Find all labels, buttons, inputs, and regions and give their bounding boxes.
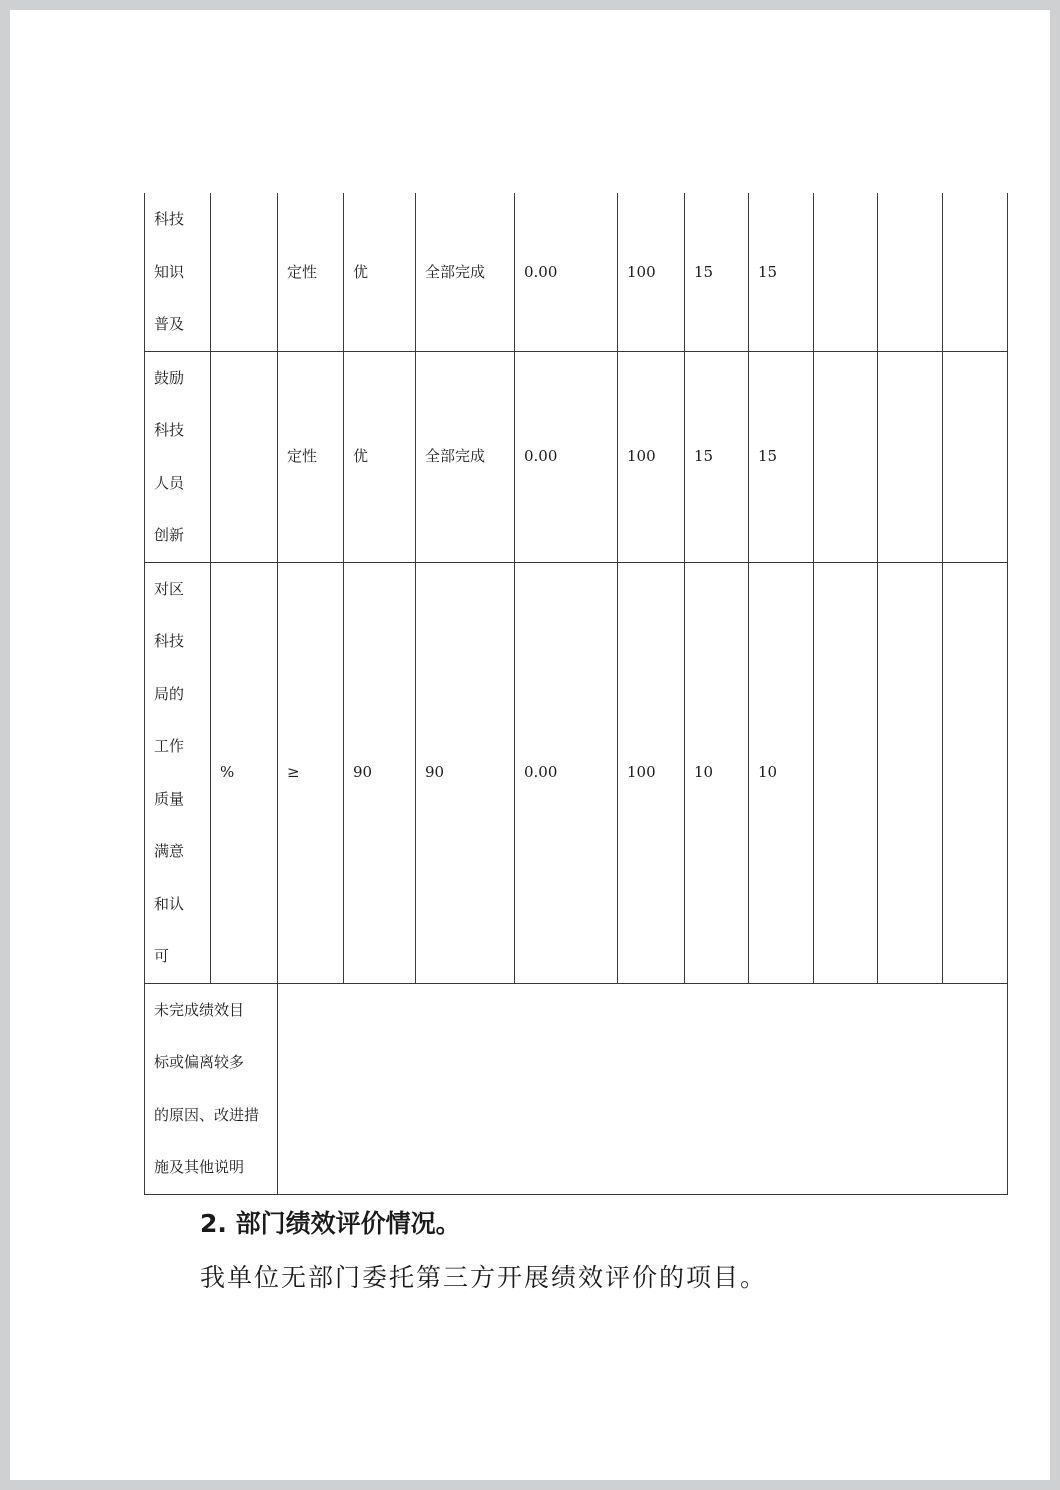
weight-cell: 15 (685, 351, 749, 562)
indicator-name-cell (145, 562, 211, 983)
indicator-type-cell: 定性 (278, 351, 344, 562)
indicator-name-line: 科技 (154, 210, 185, 228)
indicator-name-line: 局的 (154, 684, 185, 703)
indicator-name-line: 满意 (154, 842, 185, 860)
extra-cell-2 (878, 193, 943, 351)
table-row (145, 193, 1008, 351)
indicator-type-cell: 定性 (278, 193, 344, 351)
indicator-name-line: 普及 (154, 315, 185, 333)
target-value-cell: 优 (344, 351, 416, 562)
note-label-line: 的原因、改进措 (154, 1105, 260, 1124)
actual-value-cell: 全部完成 (416, 193, 515, 351)
score-cell: 10 (749, 562, 814, 983)
extra-cell-3 (943, 562, 1008, 983)
performance-table (144, 193, 1008, 1195)
indicator-name-line: 工作 (154, 737, 185, 755)
target-value-cell: 优 (344, 193, 416, 351)
extra-cell-2 (878, 562, 943, 983)
budget-cell: 0.00 (515, 351, 618, 562)
score-cell: 15 (749, 351, 814, 562)
indicator-name-cell (145, 193, 211, 351)
indicator-name-cell (145, 351, 211, 562)
note-label-cell (145, 983, 278, 1194)
extra-cell-1 (814, 193, 878, 351)
table-row (145, 351, 1008, 562)
note-value-cell (278, 983, 1008, 1194)
section-paragraph: 我单位无部门委托第三方开展绩效评价的项目。 (200, 1263, 768, 1292)
section-heading: 2. 部门绩效评价情况。 (200, 1209, 461, 1238)
target-value-cell: 90 (344, 562, 416, 983)
budget-cell: 0.00 (515, 193, 618, 351)
indicator-name-line: 科技 (154, 632, 185, 650)
table-row (145, 562, 1008, 983)
completion-rate-cell: 100 (618, 562, 685, 983)
indicator-name-line: 可 (154, 947, 170, 965)
extra-cell-1 (814, 562, 878, 983)
completion-rate-cell: 100 (618, 351, 685, 562)
extra-cell-1 (814, 351, 878, 562)
note-row (145, 983, 1008, 1194)
note-label-line: 标或偏离较多 (154, 1053, 245, 1071)
extra-cell-3 (943, 193, 1008, 351)
note-label-line: 未完成绩效目 (154, 1000, 245, 1019)
indicator-name-line: 和认 (154, 894, 185, 913)
score-cell: 15 (749, 193, 814, 351)
actual-value-cell: 90 (416, 562, 515, 983)
indicator-type-cell: ≥ (278, 562, 344, 983)
indicator-name-line: 科技 (154, 421, 185, 439)
weight-cell: 10 (685, 562, 749, 983)
weight-cell: 15 (685, 193, 749, 351)
completion-rate-cell: 100 (618, 193, 685, 351)
unit-cell (211, 193, 278, 351)
indicator-name-line: 知识 (154, 262, 185, 281)
actual-value-cell: 全部完成 (416, 351, 515, 562)
indicator-name-line: 质量 (154, 789, 185, 808)
indicator-name-line: 创新 (154, 526, 185, 544)
note-label-line: 施及其他说明 (154, 1158, 245, 1176)
unit-cell: % (211, 562, 278, 983)
extra-cell-3 (943, 351, 1008, 562)
indicator-name-line: 鼓励 (154, 368, 185, 387)
budget-cell: 0.00 (515, 562, 618, 983)
unit-cell (211, 351, 278, 562)
extra-cell-2 (878, 351, 943, 562)
indicator-name-line: 人员 (154, 473, 185, 492)
indicator-name-line: 对区 (154, 579, 185, 598)
